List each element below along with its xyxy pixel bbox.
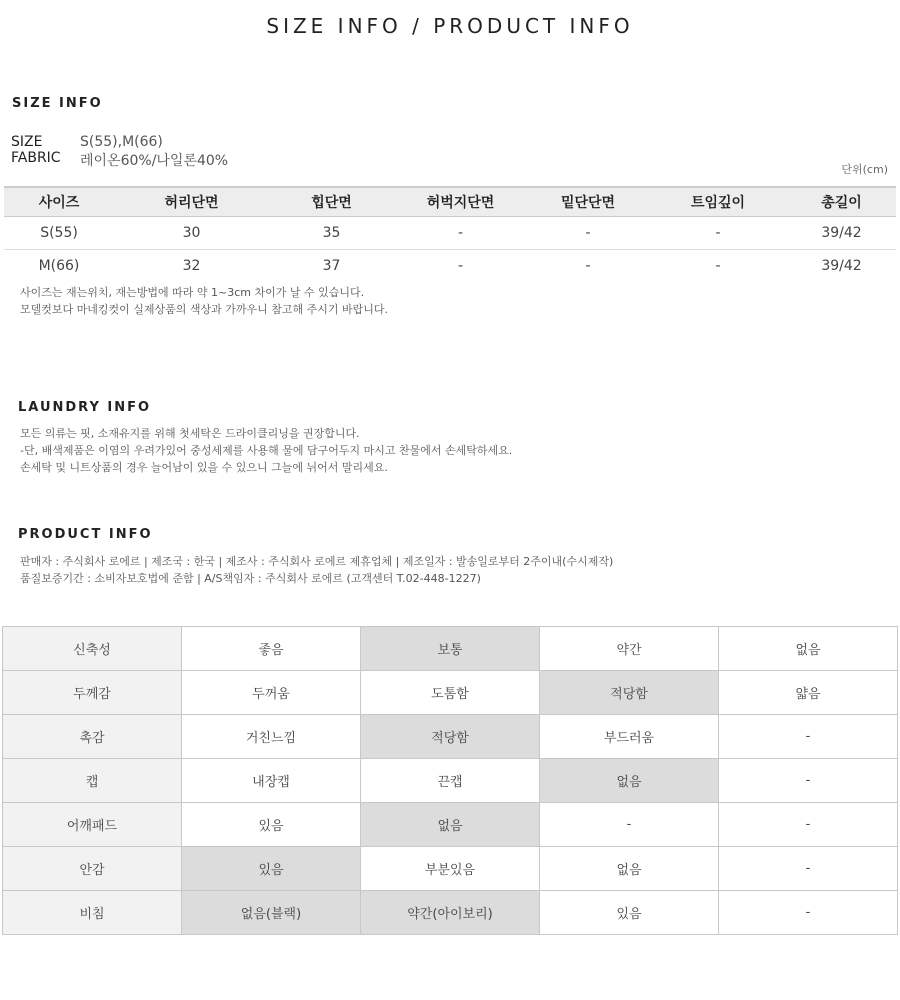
feature-label: 어깨패드: [3, 803, 182, 847]
feature-option: -: [719, 715, 898, 759]
feature-label: 안감: [3, 847, 182, 891]
table-row: [4, 217, 896, 250]
table-cell: -: [527, 217, 649, 250]
feature-option: 좋음: [182, 627, 361, 671]
feature-row: [3, 891, 898, 935]
note-line: 품질보증기간 : 소비자보호법에 준함 | A/S책임자 : 주식회사 로에르 (고객센터 T.02-448-1227): [20, 572, 481, 585]
feature-option-selected: 없음(블랙): [182, 891, 361, 935]
size-notes: [20, 284, 388, 318]
size-label: SIZE: [11, 134, 43, 150]
feature-option: -: [719, 847, 898, 891]
feature-option-selected: 적당함: [361, 715, 540, 759]
column-header: 힙단면: [269, 187, 394, 217]
product-info-heading: PRODUCT INFO: [18, 527, 153, 542]
note-line: 모델컷보다 마네킹컷이 실제상품의 색상과 가까우니 참고해 주시기 바랍니다.: [20, 303, 389, 316]
note-line: 사이즈는 재는위치, 재는방법에 따라 약 1~3cm 차이가 날 수 있습니다.: [20, 286, 365, 299]
feature-label: 비침: [3, 891, 182, 935]
feature-option: 도톰함: [361, 671, 540, 715]
table-cell: 32: [182, 258, 201, 274]
table-cell: 37: [322, 258, 341, 274]
feature-option-selected: 없음: [361, 803, 540, 847]
feature-label: 두께감: [3, 671, 182, 715]
feature-option: -: [719, 891, 898, 935]
feature-option-selected: 없음: [540, 759, 719, 803]
feature-row: [3, 715, 898, 759]
feature-row: [3, 803, 898, 847]
feature-option: 거친느낌: [182, 715, 361, 759]
table-cell: -: [649, 217, 787, 250]
feature-option: -: [719, 803, 898, 847]
table-cell: M(66): [38, 258, 80, 274]
feature-option: 있음: [182, 803, 361, 847]
unit-note: 단위(cm): [841, 163, 888, 176]
feature-row: [3, 759, 898, 803]
feature-option: -: [540, 803, 719, 847]
page-title: SIZE INFO / PRODUCT INFO: [266, 14, 634, 38]
laundry-info-heading: LAUNDRY INFO: [18, 400, 152, 415]
feature-option-selected: 약간(아이보리): [361, 891, 540, 935]
note-line: 모든 의류는 핏, 소재유지를 위해 첫세탁은 드라이클리닝을 권장합니다.: [20, 427, 360, 440]
column-header: 허벅지단면: [394, 187, 527, 217]
column-header: 사이즈: [4, 187, 114, 217]
product-notes: [20, 553, 613, 587]
feature-option-selected: 보통: [361, 627, 540, 671]
feature-option-selected: 있음: [182, 847, 361, 891]
table-cell: -: [394, 217, 527, 250]
column-header: 밑단단면: [527, 187, 649, 217]
feature-label: 촉감: [3, 715, 182, 759]
feature-option: 끈캡: [361, 759, 540, 803]
fabric-value: 레이온60%/나일론40%: [80, 153, 229, 169]
feature-option-selected: 적당함: [540, 671, 719, 715]
size-table-header: [4, 187, 896, 217]
table-cell: -: [715, 258, 721, 274]
note-line: 손세탁 및 니트상품의 경우 늘어남이 있을 수 있으니 그늘에 뉘어서 말리세요.: [20, 461, 388, 474]
table-row: [4, 250, 896, 283]
feature-row: [3, 847, 898, 891]
table-cell: -: [585, 258, 591, 274]
table-cell: -: [457, 258, 464, 274]
note-line: 판매자 : 주식회사 로에르 | 제조국 : 한국 | 제조사 : 주식회사 로에르 제휴업체 | 제조일자 : 발송일로부터 2주이내(수시제작): [20, 555, 614, 568]
feature-option: -: [719, 759, 898, 803]
feature-label: 캡: [3, 759, 182, 803]
feature-option: 부분있음: [361, 847, 540, 891]
column-header: 허리단면: [114, 187, 269, 217]
feature-option: 없음: [719, 627, 898, 671]
table-cell: S(55): [4, 217, 114, 250]
feature-option: 얇음: [719, 671, 898, 715]
fabric-label: FABRIC: [11, 150, 61, 166]
table-cell: 30: [114, 217, 269, 250]
fabric-feature-table: [2, 626, 898, 935]
column-header: 총길이: [787, 187, 896, 217]
table-cell: 35: [269, 217, 394, 250]
feature-option: 두꺼움: [182, 671, 361, 715]
feature-option: 약간: [540, 627, 719, 671]
note-line: -단, 배색제품은 이염의 우려가있어 중성세제를 사용해 물에 담구어두지 마시고 찬물에서 손세탁하세요.: [20, 444, 513, 457]
column-header: 트임깊이: [649, 187, 787, 217]
feature-option: 내장캡: [182, 759, 361, 803]
size-info-heading: SIZE INFO: [12, 96, 103, 111]
feature-option: 없음: [540, 847, 719, 891]
laundry-notes: [20, 425, 512, 476]
feature-row: [3, 671, 898, 715]
feature-label: 신축성: [3, 627, 182, 671]
table-cell: 39/42: [821, 258, 862, 274]
feature-row: [3, 627, 898, 671]
size-table: [4, 186, 896, 282]
feature-option: 있음: [540, 891, 719, 935]
size-value: S(55),M(66): [80, 134, 163, 150]
table-cell: 39/42: [787, 217, 896, 250]
feature-option: 부드러움: [540, 715, 719, 759]
